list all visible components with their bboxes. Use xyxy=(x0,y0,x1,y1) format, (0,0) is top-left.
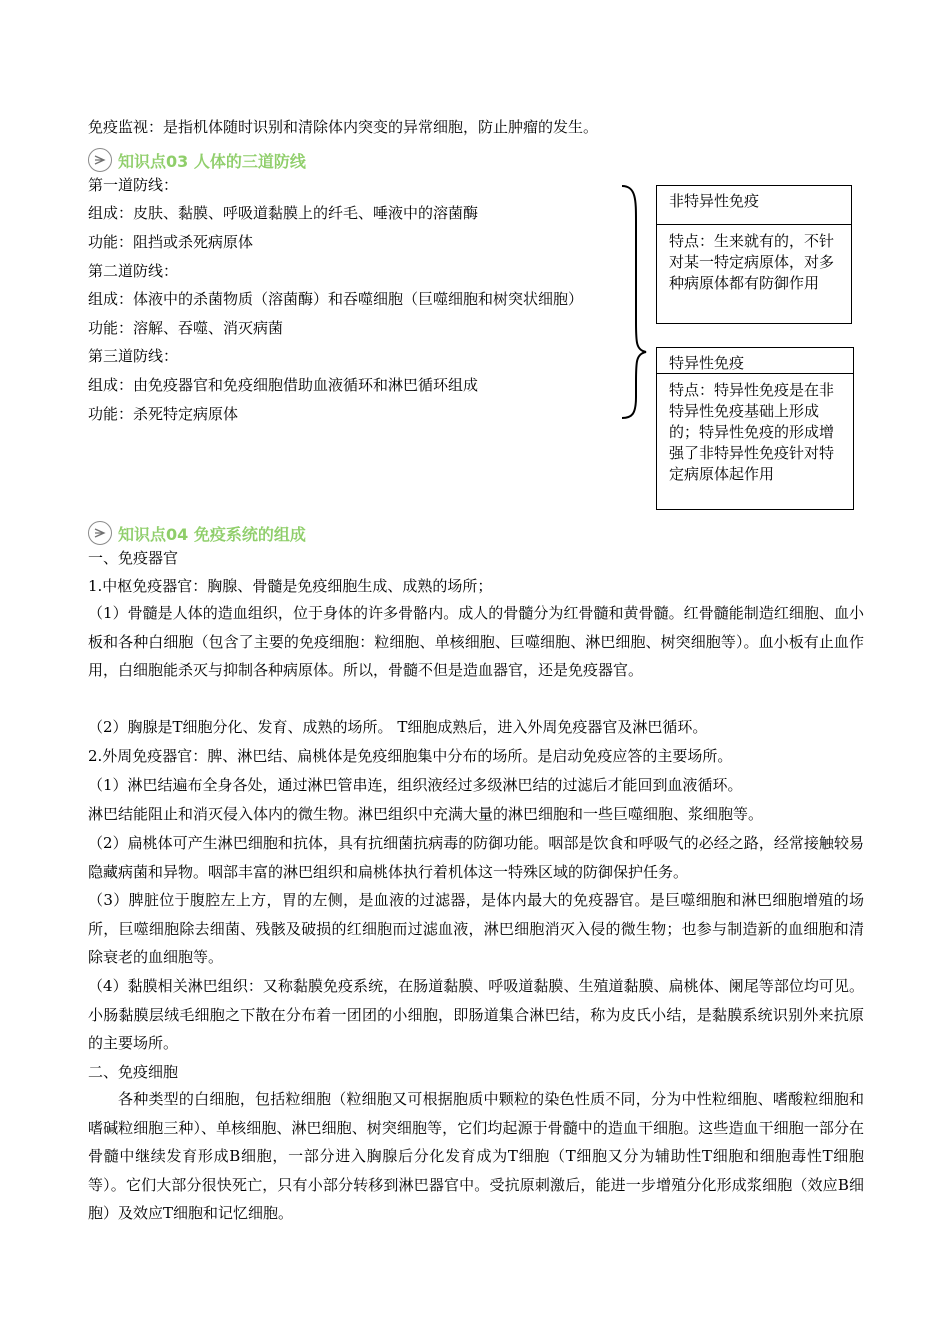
immune-surveillance-line: 免疫监视：是指机体随时识别和清除体内突变的异常细胞，防止肿瘤的发生。 xyxy=(88,118,599,136)
non-specific-immunity-desc: 特点：生来就有的，不针对某一特定病原体，对多种病原体都有防御作用 xyxy=(669,232,835,292)
specific-immunity-desc-box xyxy=(656,373,854,510)
curly-brace-icon xyxy=(618,182,648,422)
subheading-immune-organs: 一、免疫器官 xyxy=(88,549,179,567)
specific-immunity-desc: 特点：特异性免疫是在非特异性免疫基础上形成的；特异性免疫的形成增强了非特异性免疫针对特定病原体起作用 xyxy=(669,381,835,483)
defense-line-3-label: 第三道防线： xyxy=(88,347,179,365)
non-specific-immunity-desc-box xyxy=(656,224,852,324)
defense-line-3-function: 功能：杀死特定病原体 xyxy=(88,405,239,423)
subheading-immune-cells: 二、免疫细胞 xyxy=(88,1063,179,1081)
defense-line-2-label: 第二道防线： xyxy=(88,262,179,280)
non-specific-immunity-title-box xyxy=(656,185,852,225)
spleen-paragraph: （3）脾脏位于腹腔左上方，胃的左侧，是血液的过滤器，是体内最大的免疫器官。是巨噬细胞和淋巴细胞增殖的场所，巨噬细胞除去细菌、残骸及破损的红细胞而过滤血液，淋巴细胞消灭入侵的微生物；也参与制造新的血细胞和清除衰老的血细胞等。 xyxy=(88,891,864,966)
lymph-node-function: 淋巴结能阻止和消灭侵入体内的微生物。淋巴组织中充满大量的淋巴细胞和一些巨噬细胞、浆细胞等。 xyxy=(88,805,764,823)
specific-immunity-title: 特异性免疫 xyxy=(669,354,745,372)
immune-cells-paragraph: 各种类型的白细胞，包括粒细胞（粒细胞又可根据胞质中颗粒的染色性质不同，分为中性粒细胞、嗜酸粒细胞和嗜碱粒细胞三种）、单核细胞、淋巴细胞、树突细胞等，它们均起源于骨髓中的造血干细胞。这些造血干细胞一部分在骨髓中继续发育形成B细胞，一部分进入胸腺后分化发育成为T细胞（T细胞又分为辅助性T细胞和细胞毒性T细胞等）。它们大部分很快死亡，只有小部分转移到淋巴器官中。受抗原刺激后，能进一步增殖分化形成浆细胞（效应B细胞）及效应T细胞和记忆细胞。 xyxy=(88,1090,864,1222)
malt-paragraph: （4）黏膜相关淋巴组织：又称黏膜免疫系统，在肠道黏膜、呼吸道黏膜、生殖道黏膜、扁桃体、阑尾等部位均可见。小肠黏膜层绒毛细胞之下散在分布着一团团的小细胞，即肠道集合淋巴结，称为皮氏小结，是黏膜系统识别外来抗原的主要场所。 xyxy=(88,977,864,1052)
defense-line-1-function: 功能：阻挡或杀死病原体 xyxy=(88,233,254,251)
lymph-node-paragraph: （1）淋巴结遍布全身各处，通过淋巴管串连，组织液经过多级淋巴结的过滤后才能回到血液循环。 xyxy=(88,776,743,794)
tonsil-paragraph: （2）扁桃体可产生淋巴细胞和抗体，具有抗细菌抗病毒的防御功能。咽部是饮食和呼吸气的必经之路，经常接触较易隐藏病菌和异物。咽部丰富的淋巴组织和扁桃体执行着机体这一特殊区域的防御保护任务。 xyxy=(88,834,864,881)
section-04-heading xyxy=(88,520,306,546)
arrow-circle-icon xyxy=(88,521,112,545)
thymus-paragraph: （2）胸腺是T细胞分化、发育、成熟的场所。 T细胞成熟后，进入外周免疫器官及淋巴循环。 xyxy=(88,718,708,736)
section-03-heading xyxy=(88,147,306,173)
defense-line-2-composition: 组成：体液中的杀菌物质（溶菌酶）和吞噬细胞（巨噬细胞和树突状细胞） xyxy=(88,290,584,308)
section-04-title: 知识点04 免疫系统的组成 xyxy=(118,524,306,544)
section-03-title: 知识点03 人体的三道防线 xyxy=(118,151,306,171)
non-specific-immunity-title: 非特异性免疫 xyxy=(669,192,760,210)
peripheral-immune-organs: 2.外周免疫器官：脾、淋巴结、扁桃体是免疫细胞集中分布的场所。是启动免疫应答的主要场所。 xyxy=(88,747,733,765)
defense-line-2-function: 功能：溶解、吞噬、消灭病菌 xyxy=(88,319,284,337)
defense-line-1-composition: 组成：皮肤、黏膜、呼吸道黏膜上的纤毛、唾液中的溶菌酶 xyxy=(88,204,479,222)
central-immune-organs: 1.中枢免疫器官：胸腺、骨髓是免疫细胞生成、成熟的场所； xyxy=(88,577,493,595)
defense-line-1-label: 第一道防线： xyxy=(88,176,179,194)
defense-line-3-composition: 组成：由免疫器官和免疫细胞借助血液循环和淋巴循环组成 xyxy=(88,376,479,394)
arrow-circle-icon xyxy=(88,148,112,172)
bone-marrow-paragraph: （1）骨髓是人体的造血组织，位于身体的许多骨骼内。成人的骨髓分为红骨髓和黄骨髓。红骨髓能制造红细胞、血小板和各种白细胞（包含了主要的免疫细胞：粒细胞、单核细胞、巨噬细胞、淋巴细胞、树突细胞等）。血小板有止血作用，白细胞能杀灭与抑制各种病原体。所以，骨髓不但是造血器官，还是免疫器官。 xyxy=(88,604,864,679)
